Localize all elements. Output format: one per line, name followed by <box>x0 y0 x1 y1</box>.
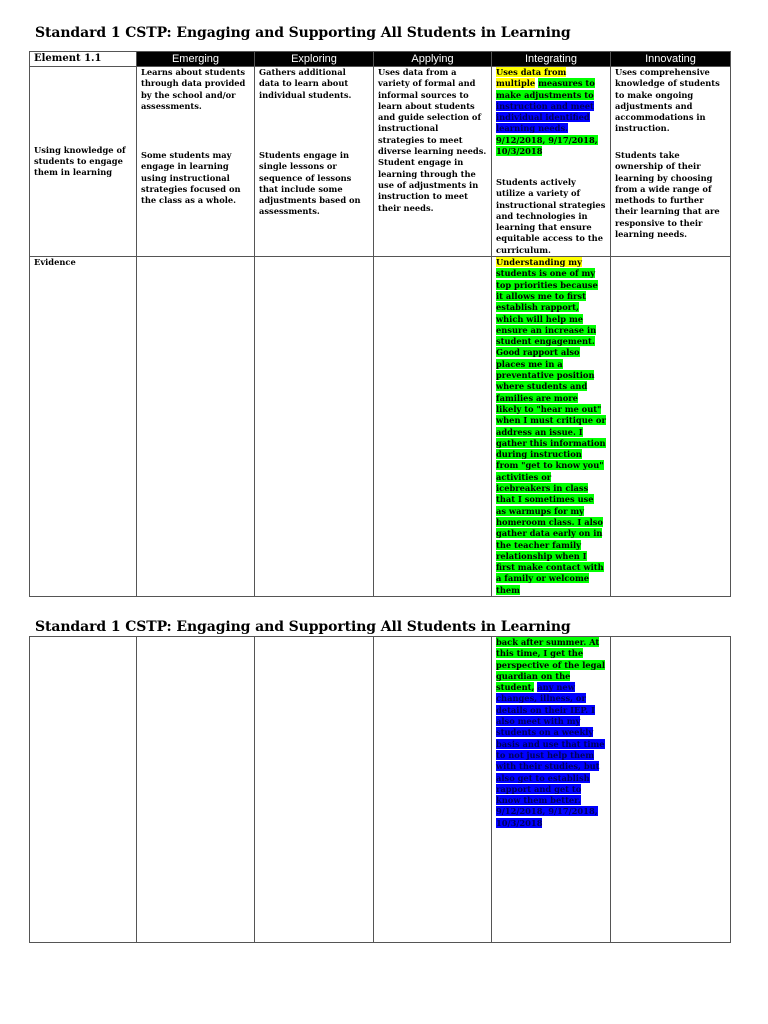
row-label <box>30 67 137 257</box>
evidence-integrating[interactable] <box>492 257 611 597</box>
evidence-label: Evidence <box>34 257 76 268</box>
applying-cell <box>374 67 492 257</box>
continued-highlight-green: back after summer. At this time, I get the perspective of the legal guardian on the student, <box>496 637 606 693</box>
evidence-exploring[interactable] <box>255 257 374 597</box>
innovating-bottom-descriptor: Students take ownership of their learning by choosing from a wide range of methods to further their learning that are responsive to their learning needs. <box>615 150 720 240</box>
integrating-highlight-blue: instruction and meet individual identified learning needs. <box>496 100 594 134</box>
emerging-bottom-descriptor: Some students may engage in learning using instructional strategies focused on the class as a whole. <box>141 150 241 206</box>
exploring-bottom-descriptor: Students engage in single lessons or sequence of lessons that include some adjustments based on assessments. <box>259 150 361 217</box>
integrating-highlight-yellow: Uses data from multiple <box>496 67 567 89</box>
level-header-emerging: Emerging <box>137 52 255 67</box>
integrating-top-descriptor <box>496 67 606 177</box>
evidence-emerging[interactable] <box>137 257 255 597</box>
integrating-highlight-green: measures to make adjustments to <box>496 78 595 100</box>
continued-applying[interactable] <box>374 637 492 943</box>
continued-highlight-blue: any new changes, illness, or details on their IEP. I also meet with my students on a weekly basis and use that time to not just help them with their studies, but also get to establish rapport and get to know them better. <box>496 682 605 806</box>
continued-innovating[interactable] <box>611 637 731 943</box>
continued-integrating[interactable] <box>492 637 611 943</box>
emerging-cell <box>137 67 255 257</box>
descriptor-row <box>30 67 731 257</box>
page-title-continued: Standard 1 CSTP: Engaging and Supporting All Students in Learning <box>35 619 571 635</box>
level-header-exploring: Exploring <box>255 52 374 67</box>
continued-exploring[interactable] <box>255 637 374 943</box>
continued-emerging[interactable] <box>137 637 255 943</box>
evidence-label-cell <box>30 257 137 597</box>
evidence-highlight-green: students is one of my top priorities because it allows me to first establish rapport, which will help me ensure an increase in student engagement. Good rapport also places me in a preventative position where students and families are more likely to "hear me out" when I must critique or address an issue. I gather this information during instruction from "get to know you" activities or icebreakers in class that I sometimes use as warmups for my homeroom class. I also gather data early on in the teacher family relationship when I first make contact with a family or welcome them <box>496 268 606 595</box>
row-label-text: Using knowledge of students to engage them in learning <box>34 144 126 178</box>
applying-top-descriptor: Uses data from a variety of formal and informal sources to learn about students and guide selection of instructional strategies to meet diverse learning needs. <box>378 67 487 157</box>
innovating-cell <box>611 67 731 257</box>
applying-bottom-descriptor: Student engage in learning through the use of adjustments in instruction to meet their needs. <box>378 157 479 213</box>
evidence-applying[interactable] <box>374 257 492 597</box>
evidence-innovating[interactable] <box>611 257 731 597</box>
element-label: Element 1.1 <box>30 52 137 67</box>
level-header-integrating: Integrating <box>492 52 611 67</box>
header-row <box>30 52 731 67</box>
rubric-table <box>29 51 731 597</box>
evidence-row <box>30 257 731 597</box>
continued-label-cell <box>30 637 137 943</box>
evidence-row-continued <box>30 637 731 943</box>
emerging-top-descriptor: Learns about students through data provided by the school and/or assessments. <box>141 67 246 111</box>
rubric-table-continued <box>29 636 731 943</box>
integrating-bottom-descriptor: Students actively utilize a variety of instructional strategies and technologies in learning that ensure equitable access to the curriculum. <box>496 177 606 255</box>
evidence-highlight-yellow: Understanding my <box>496 257 582 268</box>
integrating-cell <box>492 67 611 257</box>
page-title: Standard 1 CSTP: Engaging and Supporting All Students in Learning <box>35 25 571 41</box>
integrating-dates: 9/12/2018, 9/17/2018, 10/3/2018 <box>496 134 598 157</box>
exploring-cell <box>255 67 374 257</box>
continued-dates: 9/12/2018, 9/17/2018, 10/3/2018 <box>496 806 598 828</box>
innovating-top-descriptor: Uses comprehensive knowledge of students to make ongoing adjustments and accommodations in instruction. <box>615 67 720 134</box>
exploring-top-descriptor: Gathers additional data to learn about individual students. <box>259 67 352 100</box>
level-header-innovating: Innovating <box>611 52 731 67</box>
level-header-applying: Applying <box>374 52 492 67</box>
